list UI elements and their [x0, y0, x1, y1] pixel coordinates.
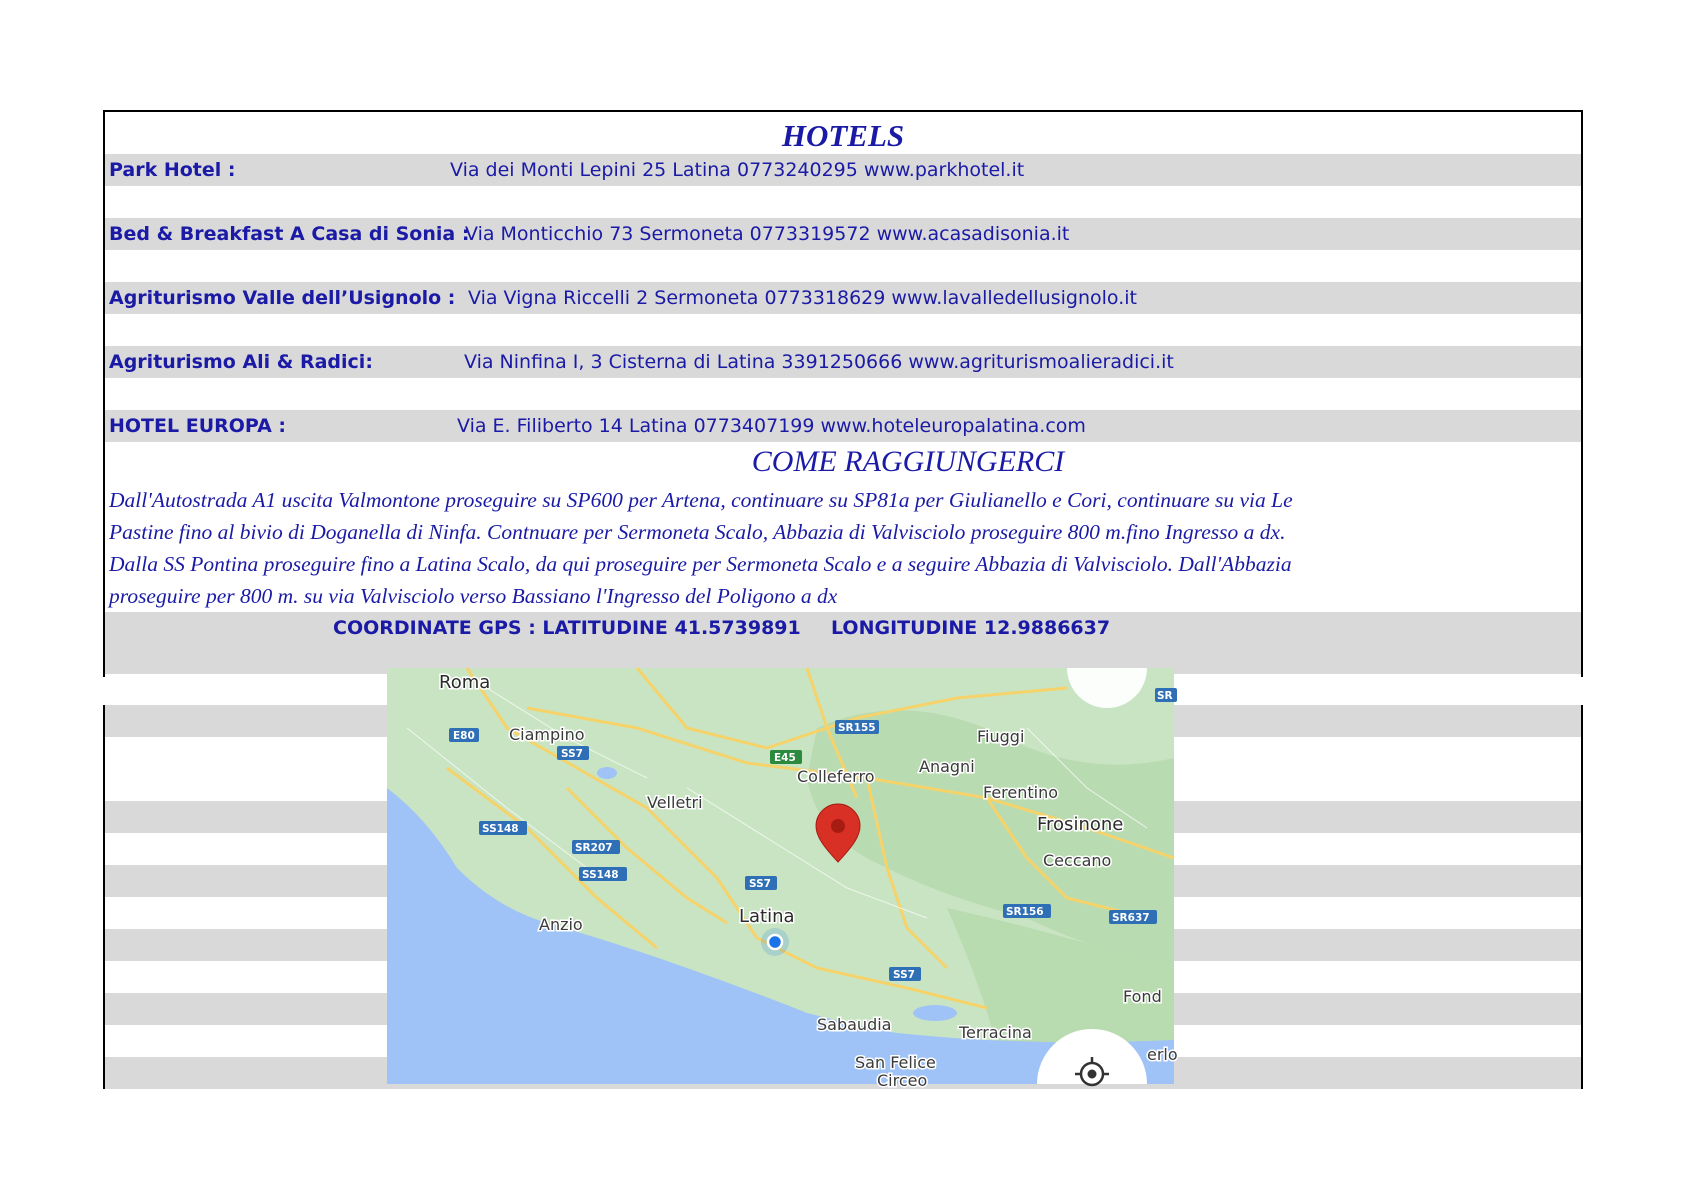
road-label: SR207: [575, 842, 613, 854]
city-label: Terracina: [959, 1023, 1032, 1042]
gps-longitude: LONGITUDINE 12.9886637: [831, 617, 1111, 639]
road-label: SS148: [482, 823, 519, 835]
road-label: SR: [1157, 690, 1173, 702]
city-label: erlo: [1147, 1045, 1178, 1064]
city-label: Ciampino: [509, 725, 585, 744]
road-label: E45: [774, 752, 796, 764]
hotel-name: Park Hotel :: [109, 159, 236, 181]
hotel-info: Via E. Filiberto 14 Latina 0773407199 www.hoteleuropalatina.com: [457, 415, 1086, 437]
gps-latitude: COORDINATE GPS : LATITUDINE 41.5739891: [333, 617, 801, 639]
road-label: SS7: [561, 748, 583, 760]
road-label: SS7: [893, 969, 915, 981]
city-label: Circeo: [877, 1071, 928, 1090]
city-label: Anzio: [539, 915, 583, 934]
directions-line: proseguire per 800 m. su via Valvisciolo verso Bassiano l'Ingresso del Poligono a dx: [109, 584, 838, 608]
map-canvas[interactable]: [387, 668, 1178, 1090]
road-label: SR155: [838, 722, 876, 734]
map[interactable]: [387, 668, 1178, 1090]
city-label: Latina: [739, 906, 795, 927]
directions-line: Pastine fino al bivio di Doganella di Ninfa. Contnuare per Sermoneta Scalo, Abbazia di Valvisciolo proseguire 800 m.fino Ingresso a dx.: [109, 520, 1286, 544]
hotel-info: Via Vigna Riccelli 2 Sermoneta 0773318629 www.lavalledellusignolo.it: [468, 287, 1137, 309]
hotel-name: Agriturismo Ali & Radici:: [109, 351, 373, 373]
directions-line: Dall'Autostrada A1 uscita Valmontone proseguire su SP600 per Artena, continuare su SP81a per Giulianello e Cori, continuare su via Le: [109, 488, 1293, 512]
city-label: Frosinone: [1037, 814, 1124, 835]
city-label: Colleferro: [797, 767, 875, 786]
directions-text: [109, 484, 1529, 612]
road-label: SR637: [1112, 912, 1150, 924]
road-label: SS7: [749, 878, 771, 890]
city-label: Roma: [439, 672, 491, 693]
hotel-info: Via Monticchio 73 Sermoneta 0773319572 www.acasadisonia.it: [465, 223, 1070, 245]
map-lake: [913, 1005, 957, 1021]
city-label: Velletri: [647, 793, 703, 812]
city-label: San Felice: [855, 1053, 936, 1072]
hotel-name: Bed & Breakfast A Casa di Sonia :: [109, 223, 470, 245]
hotel-info: Via dei Monti Lepini 25 Latina 0773240295 www.parkhotel.it: [450, 159, 1025, 181]
directions-line: Dalla SS Pontina proseguire fino a Latina Scalo, da qui proseguire per Sermoneta Scalo e a seguire Abbazia di Valvisciolo. Dall'Abbazia: [109, 552, 1292, 576]
hotels-section: [103, 110, 1583, 677]
current-location-dot-icon: [768, 935, 782, 949]
gps-coordinates: [105, 612, 1581, 644]
city-label: Ceccano: [1043, 851, 1112, 870]
road-label: SR156: [1006, 906, 1044, 918]
hotel-row: [105, 282, 1581, 314]
hotel-name: Agriturismo Valle dell’Usignolo :: [109, 287, 456, 309]
hotel-name: HOTEL EUROPA :: [109, 415, 287, 437]
map-lake: [597, 767, 617, 779]
hotel-row: [105, 218, 1581, 250]
city-label: Ferentino: [983, 783, 1059, 802]
hotel-row: [105, 346, 1581, 378]
hotels-title: HOTELS: [781, 118, 905, 153]
road-label: E80: [453, 730, 475, 742]
hotel-info: Via Ninfina I, 3 Cisterna di Latina 3391250666 www.agriturismoalieradici.it: [464, 351, 1174, 373]
hotel-row: [105, 410, 1581, 442]
city-label: Anagni: [919, 757, 975, 776]
road-label: SS148: [582, 869, 619, 881]
city-label: Fiuggi: [977, 727, 1025, 746]
directions-title: COME RAGGIUNGERCI: [751, 445, 1065, 478]
city-label: Fond: [1123, 987, 1162, 1006]
city-label: Sabaudia: [817, 1015, 892, 1034]
hotel-row: [105, 154, 1581, 186]
